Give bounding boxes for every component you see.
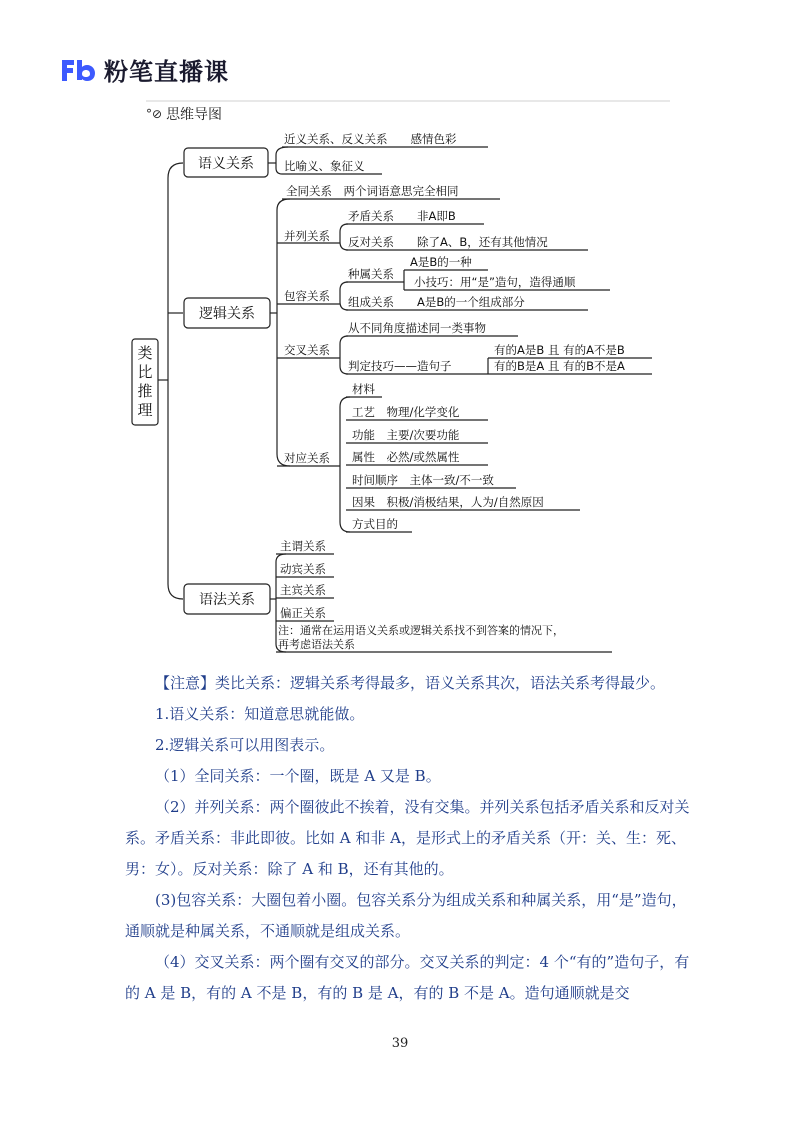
grammar-item-1: 动宾关系 [280,562,326,576]
species-sub-1: 小技巧：用“是”造句，造得通顺 [414,275,576,289]
brand-name: 粉笔直播课 [104,58,229,86]
cross-judge: 判定技巧——造句子 [348,359,452,373]
logical-inclusion: 包容关系 [284,289,330,303]
paragraph-4: （2）并列关系：两个圈彼此不挨着，没有交集。并列关系包括矛盾关系和反对关系。矛盾关系：非此即彼。比如 A 和非 A，是形式上的矛盾关系（开：关、生：死、男：女）。反对关系：除了 A 和 B，还有其他的。 [125,798,690,878]
correspond-item-5: 因果 积极/消极结果，人为/自然原因 [352,495,544,509]
note-tag: 【注意】 [155,674,216,692]
mindmap-title-text: 思维导图 [166,107,223,123]
mindmap-root-4: 理 [137,401,153,419]
correspond-item-6: 方式目的 [352,517,398,531]
paragraph-2: 2.逻辑关系可以用图表示。 [155,736,335,754]
branch-semantic: 语义关系 [198,156,254,172]
note-paragraph [155,668,695,699]
mindmap-root-3: 推 [137,382,153,400]
correspond-item-1: 工艺 物理/化学变化 [352,405,460,419]
paragraph-5: (3)包容关系：大圈包着小圈。包容关系分为组成关系和种属关系，用“是”造句，通顺就是种属关系，不通顺就是组成关系。 [125,891,687,940]
logical-cross: 交叉关系 [284,343,330,357]
branch-logical: 逻辑关系 [199,306,255,322]
correspond-item-3: 属性 必然/或然属性 [352,450,460,464]
mindmap-root-2: 比 [137,363,153,381]
correspond-item-2: 功能 主要/次要功能 [352,428,460,442]
mindmap-icon: °⊘ [146,107,163,121]
branch-grammar: 语法关系 [199,592,255,608]
species-sub-0: A是B的一种 [410,255,472,269]
inclusion-species: 种属关系 [348,267,394,281]
semantic-item-1: 比喻义、象征义 [284,159,365,173]
grammar-note-1: 再考虑语法关系 [278,638,355,651]
cross-judge-line-0: 有的A是B 且 有的A不是B [494,343,625,357]
semantic-item-0: 近义关系、反义关系 感情色彩 [284,132,457,146]
logical-correspond: 对应关系 [284,451,330,465]
grammar-item-0: 主谓关系 [280,539,326,553]
logical-parallel: 并列关系 [284,229,330,243]
mindmap-root-1: 类 [137,344,153,362]
cross-desc: 从不同角度描述同一类事物 [348,321,486,335]
grammar-item-3: 偏正关系 [280,606,326,620]
paragraph-1: 1.语义关系：知道意思就能做。 [155,705,365,723]
parallel-item-0: 矛盾关系 非A即B [348,209,456,223]
correspond-item-0: 材料 [352,382,375,396]
paragraph-6: （4）交叉关系：两个圈有交叉的部分。交叉关系的判定：4 个“有的”造句子，有的 A 是 B，有的 A 不是 B，有的 B 是 A，有的 B 不是 A。造句通顺就是交 [125,953,690,1002]
parallel-item-1: 反对关系 除了A、B，还有其他情况 [348,235,548,249]
note-text: 类比关系：逻辑关系考得最多，语义关系其次，语法关系考得最少。 [215,674,666,692]
grammar-note-0: 注：通常在运用语义关系或逻辑关系找不到答案的情况下， [278,624,564,637]
correspond-item-4: 时间顺序 主体一致/不一致 [352,473,494,487]
inclusion-composition: 组成关系 A是B的一个组成部分 [348,295,525,309]
page-number: 39 [391,1036,409,1051]
grammar-item-2: 主宾关系 [280,583,326,597]
paragraph-3: （1）全同关系：一个圈，既是 A 又是 B。 [155,767,441,785]
cross-judge-line-1: 有的B是A 且 有的B不是A [494,359,625,373]
body-text [125,668,695,1009]
logical-full-same: 全同关系 两个词语意思完全相同 [286,184,459,198]
